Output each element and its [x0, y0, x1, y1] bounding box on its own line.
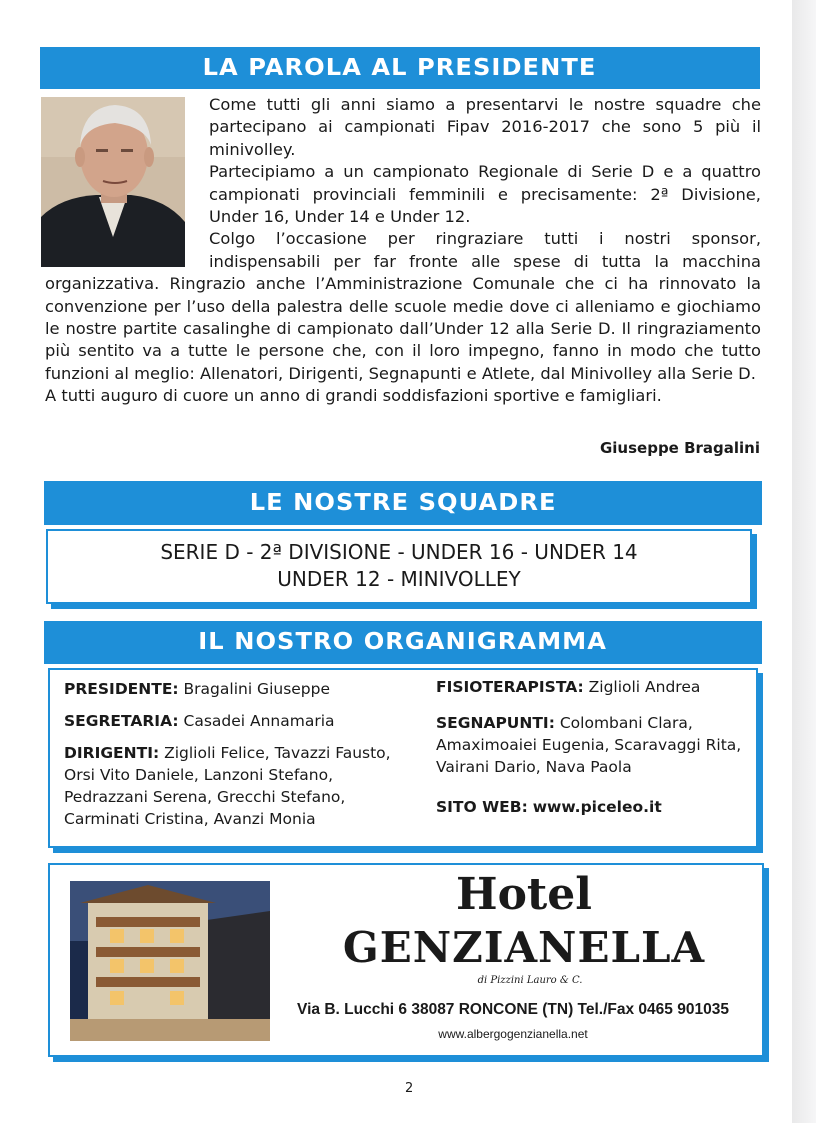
hotel-name: GENZIANELLA: [342, 923, 706, 972]
page-edge: [792, 0, 816, 1123]
president-paragraph-2: Partecipiamo a un campionato Regionale di Serie D e a quattro campionati provinciali femminili e precisamente: 2ª Divisione, Under 16, Under 14 e Under 12.: [209, 162, 761, 227]
teams-box: [46, 529, 752, 604]
org-segnapunti-value: Colombani Clara, Amaximoaiei Eugenia, Scaravaggi Rita, Vairani Dario, Nava Paola: [436, 714, 742, 776]
org-segnapunti-label: SEGNAPUNTI:: [436, 714, 555, 732]
org-dirigenti-label: DIRIGENTI:: [64, 744, 160, 762]
org-right-column: [436, 676, 750, 828]
org-presidente-label: PRESIDENTE:: [64, 680, 179, 698]
org-segnapunti: [436, 712, 750, 778]
org-sito-link[interactable]: www.piceleo.it: [532, 798, 662, 816]
org-presidente-value: Bragalini Giuseppe: [183, 680, 331, 698]
president-paragraph-4: A tutti auguro di cuore un anno di grandi soddisfazioni sportive e famigliari.: [45, 386, 662, 406]
org-fisio-value: Ziglioli Andrea: [588, 678, 701, 696]
org-section-title: IL NOSTRO ORGANIGRAMMA: [198, 629, 608, 655]
teams-line-2: UNDER 12 - MINIVOLLEY: [277, 567, 521, 591]
org-segretaria-value: Casadei Annamaria: [183, 712, 335, 730]
org-fisio-label: FISIOTERAPISTA:: [436, 678, 584, 696]
org-dirigenti: [64, 742, 416, 830]
hotel-advertisement: [48, 863, 764, 1057]
president-message: [45, 94, 761, 408]
teams-line-1: SERIE D - 2ª DIVISIONE - UNDER 16 - UNDER 14: [160, 540, 638, 564]
hotel-word: Hotel: [456, 869, 592, 920]
page-number: 2: [405, 1081, 414, 1096]
teams-section-banner: [44, 481, 762, 525]
org-sito-label: SITO WEB:: [436, 798, 528, 816]
president-paragraph-1: Come tutti gli anni siamo a presentarvi le nostre squadre che partecipano ai campionati Fipav 2016-2017 che sono 5 più il minivolley.: [209, 95, 761, 159]
org-section-banner: [44, 621, 762, 664]
org-sito-web: [436, 796, 750, 818]
hotel-owner: di Pizzini Lauro & C.: [477, 975, 583, 986]
org-segretaria-label: SEGRETARIA:: [64, 712, 179, 730]
org-dirigenti-value: Ziglioli Felice, Tavazzi Fausto, Orsi Vito Daniele, Lanzoni Stefano, Pedrazzani Serena, Grecchi Stefano, Carminati Cristina, Avanzi Monia: [64, 744, 391, 828]
hotel-address: Via B. Lucchi 6 38087 RONCONE (TN) Tel./Fax 0465 901035: [297, 1001, 729, 1018]
teams-section-title: LE NOSTRE SQUADRE: [249, 490, 557, 516]
president-paragraph-3: Colgo l’occasione per ringraziare tutti i nostri sponsor, indispensabili per far fronte alle spese di tutta la macchina organizzativa. Ringrazio anche l’Amministrazione Comunale che ci ha rinnovato la convenzione per l’uso della palestra delle scuole medie dove ci alleniamo e giochiamo le nostre partite casalinghe di campionato dall’Under 12 alla Serie D. Il ringraziamento più sentito va a tutte le persone che, con il loro impegno, fanno in modo che tutto funzioni al meglio: Allenatori, Dirigenti, Segnapunti e Atlete, dal Minivolley alla Serie D.: [45, 229, 761, 383]
signature: Giuseppe Bragalini: [599, 439, 760, 457]
hotel-website[interactable]: www.albergogenzianella.net: [438, 1027, 588, 1041]
org-presidente: [64, 678, 416, 700]
org-fisioterapista: [436, 676, 750, 698]
org-box: [48, 668, 758, 848]
org-left-column: [64, 678, 416, 840]
president-section-banner: [40, 47, 760, 89]
org-segretaria: [64, 710, 416, 732]
president-section-title: LA PAROLA AL PRESIDENTE: [203, 55, 597, 81]
hotel-photo: [70, 881, 270, 1041]
